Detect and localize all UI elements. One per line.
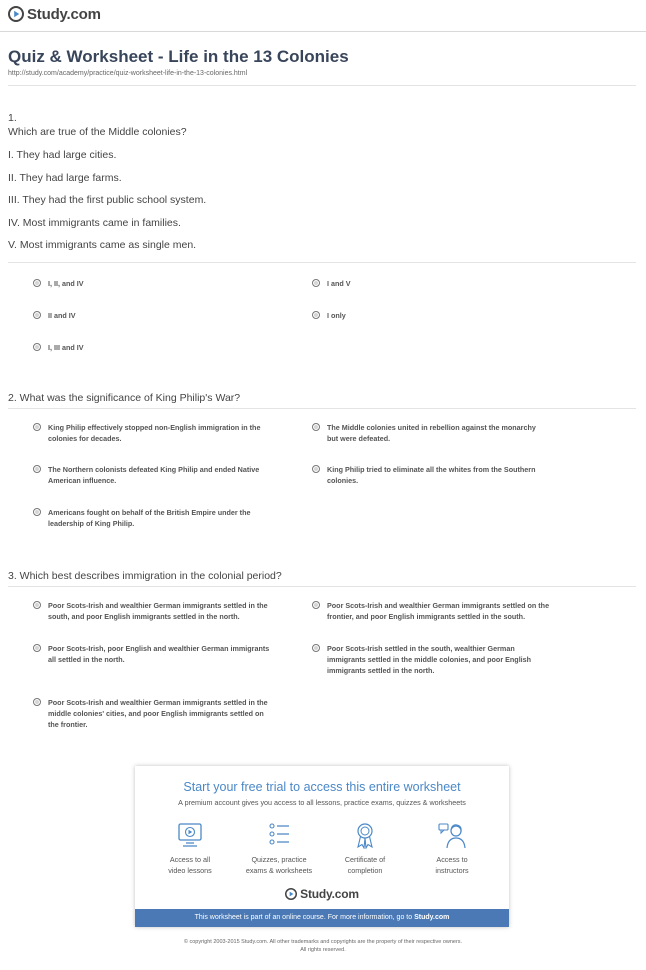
feature-label-line: instructors: [435, 865, 469, 875]
answer-option[interactable]: [33, 507, 250, 529]
answer-option[interactable]: [33, 278, 84, 289]
answer-label: I, II, and IV: [48, 279, 84, 288]
feature-label-line: Access to: [436, 855, 468, 864]
radio-button-icon[interactable]: [33, 644, 41, 652]
question-3-prompt: 3. Which best describes immigration in the colonial period?: [8, 570, 282, 582]
answer-label-line: The Middle colonies united in rebellion against the monarchy: [327, 423, 536, 432]
promo-study-logo[interactable]: [135, 887, 509, 901]
promo-bar-text: This worksheet is part of an online course. For more information, go to: [194, 914, 413, 921]
feature-label-line: exams & worksheets: [245, 865, 313, 875]
promo-heading[interactable]: Start your free trial to access this entire worksheet: [183, 780, 461, 794]
promo-subheading: A premium account gives you access to all lessons, practice exams, quizzes & worksheets: [178, 798, 466, 807]
study-logo[interactable]: [8, 5, 101, 23]
feature-instructors: [409, 821, 495, 876]
answer-label-line: Poor Scots-Irish and wealthier German immigrants settled on the: [327, 601, 550, 610]
radio-button-icon[interactable]: [33, 508, 41, 516]
answer-label-line: Poor Scots-Irish and wealthier German immigrants settled in the: [48, 601, 268, 610]
question-1-prompt: Which are true of the Middle colonies?: [8, 126, 187, 138]
answer-label: [48, 422, 260, 444]
answer-label-line: King Philip tried to eliminate all the whites from the Southern: [327, 465, 536, 474]
question-1-number: 1.: [8, 112, 17, 124]
answer-option[interactable]: [312, 600, 549, 622]
answer-option[interactable]: [33, 342, 84, 353]
feature-label-line: Access to all: [169, 855, 211, 864]
answer-option[interactable]: [312, 310, 346, 321]
answer-option[interactable]: [312, 464, 535, 486]
radio-button-icon[interactable]: [312, 465, 320, 473]
question-1-statement: IV. Most immigrants came in families.: [8, 217, 181, 229]
answer-label: [327, 464, 535, 486]
answer-label: I, III and IV: [48, 343, 84, 352]
copyright-line: © copyright 2003-2015 Study.com. All other trademarks and copyrights are the property of their respective owners.: [183, 939, 463, 945]
answer-option[interactable]: [33, 310, 76, 321]
radio-button-icon[interactable]: [312, 601, 320, 609]
answer-label-line: Poor Scots-Irish and wealthier German immigrants settled in the: [48, 698, 268, 707]
answer-label: [48, 697, 268, 730]
answer-label-line: all settled in the north.: [48, 655, 125, 664]
answer-label: [327, 600, 549, 622]
answer-option[interactable]: [33, 600, 268, 622]
answer-label-line: King Philip effectively stopped non-English immigration in the: [48, 423, 261, 432]
answer-label-line: American influence.: [48, 476, 117, 485]
play-circle-logo-icon: [8, 6, 24, 22]
answer-label: [48, 600, 268, 622]
answer-label-line: middle colonies' cities, and poor English immigrants settled on: [48, 709, 264, 718]
answer-option[interactable]: [312, 643, 531, 676]
title-divider: [8, 85, 636, 86]
answer-option[interactable]: [33, 422, 260, 444]
feature-label-line: video lessons: [168, 865, 212, 875]
answer-option[interactable]: [33, 697, 268, 730]
answer-label-line: colonies for decades.: [48, 434, 122, 443]
quiz-list-icon: [264, 821, 294, 849]
radio-button-icon[interactable]: [33, 698, 41, 706]
feature-label-line: completion: [347, 865, 383, 875]
feature-quizzes: [236, 821, 322, 876]
answer-label: [48, 643, 269, 665]
play-circle-logo-icon: [285, 888, 297, 900]
answer-label-line: but were defeated.: [327, 434, 391, 443]
question-1-divider: [8, 262, 636, 263]
answer-label: I and V: [327, 279, 351, 288]
answer-label-line: Poor Scots-Irish, poor English and wealthier German immigrants: [48, 644, 270, 653]
answer-label: [327, 643, 531, 676]
answer-label-line: Americans fought on behalf of the British Empire under the: [48, 508, 251, 517]
radio-button-icon[interactable]: [33, 311, 41, 319]
radio-button-icon[interactable]: [312, 279, 320, 287]
answer-option[interactable]: [33, 464, 259, 486]
answer-label-line: south, and poor English immigrants settled in the north.: [48, 612, 240, 621]
radio-button-icon[interactable]: [33, 343, 41, 351]
answer-option[interactable]: [312, 278, 351, 289]
question-1-statement: I. They had large cities.: [8, 149, 117, 161]
feature-label-line: Quizzes, practice: [251, 855, 307, 864]
feature-label: [236, 855, 322, 876]
page-url[interactable]: http://study.com/academy/practice/quiz-worksheet-life-in-the-13-colonies.html: [8, 70, 248, 77]
feature-label: [147, 855, 233, 876]
radio-button-icon[interactable]: [312, 644, 320, 652]
header-divider: [0, 31, 646, 32]
question-3-divider: [8, 586, 636, 587]
answer-option[interactable]: [33, 643, 269, 665]
answer-label-line: immigrants settled in the north.: [327, 666, 435, 675]
feature-certificate: [322, 821, 408, 876]
answer-label-line: frontier, and poor English immigrants settled in the south.: [327, 612, 526, 621]
feature-label: [409, 855, 495, 876]
radio-button-icon[interactable]: [33, 279, 41, 287]
feature-label: [322, 855, 408, 876]
answer-label: [327, 422, 536, 444]
page-title: Quiz & Worksheet - Life in the 13 Colonies: [8, 47, 349, 66]
question-2-prompt: 2. What was the significance of King Philip's War?: [8, 392, 241, 404]
free-trial-promo[interactable]: [135, 766, 509, 927]
copyright-footer: [0, 938, 646, 954]
question-1-statement: II. They had large farms.: [8, 172, 122, 184]
study-link[interactable]: Study.com: [414, 914, 450, 921]
radio-button-icon[interactable]: [33, 423, 41, 431]
logo-text: Study.com: [300, 887, 359, 901]
certificate-icon: [350, 821, 380, 849]
radio-button-icon[interactable]: [33, 465, 41, 473]
answer-label: I only: [327, 311, 346, 320]
radio-button-icon[interactable]: [33, 601, 41, 609]
promo-info-bar: [135, 909, 509, 927]
video-lessons-icon: [175, 821, 205, 849]
answer-label-line: immigrants settled in the middle colonies, and poor English: [327, 655, 532, 664]
answer-option[interactable]: [312, 422, 536, 444]
radio-button-icon[interactable]: [312, 423, 320, 431]
question-1-statement: III. They had the first public school system.: [8, 194, 207, 206]
answer-label-line: The Northern colonists defeated King Philip and ended Native: [48, 465, 260, 474]
answer-label-line: colonies.: [327, 476, 359, 485]
answer-label-line: the frontier.: [48, 720, 88, 729]
feature-video-lessons: [147, 821, 233, 876]
answer-label: II and IV: [48, 311, 76, 320]
answer-label-line: Poor Scots-Irish settled in the south, wealthier German: [327, 644, 515, 653]
feature-label-line: Certificate of: [344, 855, 386, 864]
copyright-line: All rights reserved.: [300, 947, 346, 953]
answer-label: [48, 464, 259, 486]
question-2-divider: [8, 408, 636, 409]
radio-button-icon[interactable]: [312, 311, 320, 319]
answer-label-line: leadership of King Philip.: [48, 519, 135, 528]
instructors-icon: [437, 821, 467, 849]
answer-label: [48, 507, 250, 529]
question-1-statement: V. Most immigrants came as single men.: [8, 239, 197, 251]
logo-text: Study.com: [27, 5, 101, 23]
